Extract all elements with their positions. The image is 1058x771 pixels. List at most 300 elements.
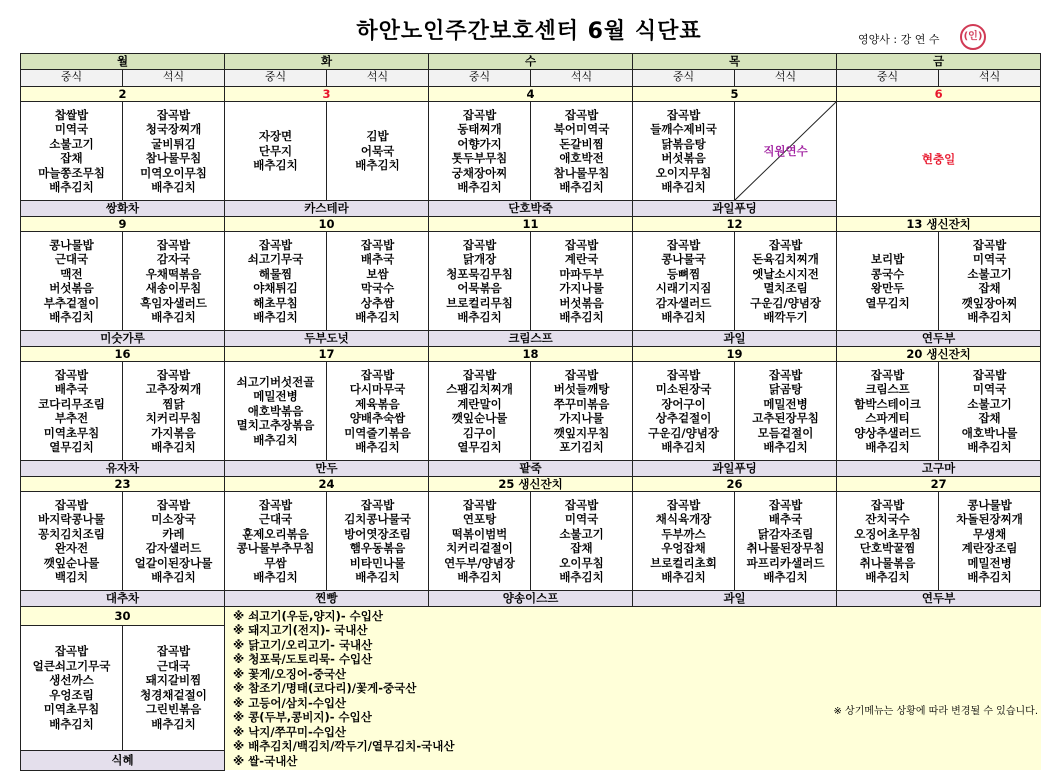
day-fri: 금 xyxy=(837,54,1041,70)
menu-table xyxy=(20,53,1041,771)
menu-item: 상추겉절이 xyxy=(655,411,712,425)
menu-cell xyxy=(531,492,633,591)
menu-item: 잡곡밥 xyxy=(156,367,191,382)
snack-cell: 고구마 xyxy=(837,461,1041,477)
menu-item: 배추김치 xyxy=(253,432,298,447)
food-row xyxy=(21,232,1041,331)
menu-cell xyxy=(327,362,429,461)
menu-item: 미역초무침 xyxy=(43,702,100,717)
menu-item: 미역초무침 xyxy=(43,425,100,440)
menu-item: 배추김치 xyxy=(763,570,808,584)
menu-item: 우엉조림 xyxy=(49,687,94,702)
date-cell: 30 xyxy=(21,606,225,626)
menu-cell xyxy=(327,102,429,201)
menu-item: 잡곡밥 xyxy=(972,367,1007,382)
menu-item: 잡곡밥 xyxy=(462,367,497,382)
menu-item: 궁채장아찌 xyxy=(451,165,508,180)
menu-cell xyxy=(21,492,123,591)
menu-item: 두부까스 xyxy=(661,526,706,541)
menu-cell xyxy=(531,102,633,201)
menu-item: 가지나물 xyxy=(559,281,604,295)
menu-item: 그린빈볶음 xyxy=(145,702,202,717)
menu-item: 연두부/양념장 xyxy=(444,555,515,570)
date-cell: 16 xyxy=(21,346,225,362)
menu-cell xyxy=(837,232,939,331)
menu-item: 단호박꿀찜 xyxy=(859,541,916,555)
menu-item: 배추국 xyxy=(360,252,395,266)
date-cell: 3 xyxy=(225,86,429,102)
date-cell: 6 xyxy=(837,86,1041,102)
date-cell: 27 xyxy=(837,476,1041,492)
menu-item: 깻잎지무침 xyxy=(553,425,610,440)
menu-item: 배추김치 xyxy=(151,570,196,584)
menu-item: 잡곡밥 xyxy=(360,367,395,382)
menu-item: 왕만두 xyxy=(870,281,905,295)
menu-cell xyxy=(633,362,735,461)
date-cell: 13 생신잔치 xyxy=(837,216,1041,232)
lunch-label: 중식 xyxy=(429,69,531,86)
menu-item: 배추국 xyxy=(54,382,89,396)
menu-cell xyxy=(21,232,123,331)
menu-item: 다시마무국 xyxy=(349,382,406,396)
menu-item: 멸치조림 xyxy=(763,281,808,295)
menu-item: 닭감자조림 xyxy=(757,526,814,541)
menu-item: 구운김/양념장 xyxy=(750,295,821,310)
menu-item: 콩나물밥 xyxy=(967,497,1012,512)
menu-item: 잡곡밥 xyxy=(564,237,599,252)
menu-cell xyxy=(531,362,633,461)
menu-item: 야채튀김 xyxy=(253,281,298,295)
menu-item: 잡곡밥 xyxy=(156,237,191,252)
menu-item: 함박스테이크 xyxy=(854,396,921,411)
menu-item: 잡곡밥 xyxy=(462,107,497,122)
menu-item: 열무김치 xyxy=(865,295,910,310)
menu-item: 소불고기 xyxy=(967,396,1012,411)
menu-item: 잡곡밥 xyxy=(258,237,293,252)
lunch-label: 중식 xyxy=(837,69,939,86)
menu-item: 어묵국 xyxy=(360,143,395,158)
menu-item: 돈갈비찜 xyxy=(559,136,604,151)
menu-item: 훈제오리볶음 xyxy=(242,526,309,541)
menu-item: 고추장찌개 xyxy=(145,382,202,396)
day-mon: 월 xyxy=(21,54,225,70)
menu-item: 배추김치 xyxy=(355,570,400,584)
snack-cell: 단호박죽 xyxy=(429,201,633,217)
menu-item: 채식육개장 xyxy=(655,512,712,526)
menu-item: 쇠고기무국 xyxy=(247,252,304,266)
origin-notes xyxy=(225,606,1041,770)
menu-item: 포기김치 xyxy=(559,440,604,454)
menu-item: 햄우동볶음 xyxy=(349,541,406,555)
meal-type-row xyxy=(21,69,1041,86)
menu-item: 카레 xyxy=(162,526,185,541)
menu-item: 생선까스 xyxy=(49,673,94,688)
menu-item: 배추김치 xyxy=(49,180,94,194)
menu-item: 비타민나물 xyxy=(349,555,406,570)
snack-cell: 만두 xyxy=(225,461,429,477)
menu-cell xyxy=(123,362,225,461)
menu-item: 어묵볶음 xyxy=(457,281,502,295)
menu-item: 코다리무조림 xyxy=(38,396,105,411)
menu-item: 치커리무침 xyxy=(145,411,202,425)
menu-item: 근대국 xyxy=(54,252,89,266)
menu-item: 잡곡밥 xyxy=(768,367,803,382)
menu-item: 배추김치 xyxy=(661,310,706,324)
menu-item: 계란장조림 xyxy=(961,541,1018,555)
menu-item: 맥전 xyxy=(60,266,83,281)
snack-cell: 유자차 xyxy=(21,461,225,477)
menu-item: 얼갈이된장나물 xyxy=(134,555,213,570)
menu-item: 배깍두기 xyxy=(763,310,808,324)
menu-cell xyxy=(633,102,735,201)
menu-item: 잡곡밥 xyxy=(564,107,599,122)
menu-item: 배추김치 xyxy=(151,716,196,731)
origin-note: ※ 닭고기/오리고기- 국내산 xyxy=(233,637,373,652)
menu-item: 파프리카샐러드 xyxy=(746,555,825,570)
menu-item: 떡볶이범벅 xyxy=(451,526,508,541)
origin-note: ※ 낙지/쭈꾸미-수입산 xyxy=(233,724,347,739)
menu-item: 배추김치 xyxy=(865,440,910,454)
menu-item: 잡곡밥 xyxy=(462,497,497,512)
menu-item: 굴비튀김 xyxy=(151,136,196,151)
menu-item: 배추김치 xyxy=(49,716,94,731)
menu-item: 버섯들깨탕 xyxy=(553,382,610,396)
menu-item: 닭곰탕 xyxy=(768,382,803,396)
menu-item: 배추김치 xyxy=(661,180,706,194)
menu-item: 미역국 xyxy=(564,512,599,526)
menu-item: 멸치고추장볶음 xyxy=(236,418,315,433)
menu-item: 배추김치 xyxy=(49,310,94,324)
menu-item: 완자전 xyxy=(54,541,89,555)
menu-item: 잡곡밥 xyxy=(870,367,905,382)
date-cell: 11 xyxy=(429,216,633,232)
menu-item: 크림스프 xyxy=(865,382,910,396)
menu-item: 얼큰쇠고기무국 xyxy=(32,658,111,673)
menu-item: 잡곡밥 xyxy=(258,497,293,512)
snack-cell: 양송이스프 xyxy=(429,591,633,607)
menu-item: 돼지갈비찜 xyxy=(145,673,202,688)
date-cell: 4 xyxy=(429,86,633,102)
snack-cell: 연두부 xyxy=(837,331,1041,347)
date-cell: 5 xyxy=(633,86,837,102)
menu-item: 버섯볶음 xyxy=(661,151,706,165)
menu-item: 상추쌈 xyxy=(360,295,395,310)
menu-item: 청포묵김무침 xyxy=(446,266,513,281)
menu-item: 메밀전병 xyxy=(967,555,1012,570)
date-cell: 12 xyxy=(633,216,837,232)
menu-item: 스파게티 xyxy=(865,411,910,425)
menu-item: 메밀전병 xyxy=(763,396,808,411)
menu-item: 오징어초무침 xyxy=(854,526,921,541)
menu-cell xyxy=(429,362,531,461)
menu-item: 깻잎장아찌 xyxy=(961,295,1018,310)
staff-training-cell xyxy=(735,102,837,201)
menu-cell xyxy=(735,232,837,331)
menu-item: 배추김치 xyxy=(355,310,400,324)
menu-item: 해초무침 xyxy=(253,295,298,310)
origin-note: ※ 돼지고기(전지)- 국내산 xyxy=(233,623,368,637)
menu-item: 시래기지짐 xyxy=(655,281,712,295)
origin-note: ※ 꽃게/오징어-중국산 xyxy=(233,666,347,681)
menu-item: 방어엿장조림 xyxy=(344,526,411,541)
menu-item: 참나물무침 xyxy=(553,165,610,180)
menu-item: 배추김치 xyxy=(967,310,1012,324)
date-row xyxy=(21,476,1041,492)
menu-cell xyxy=(939,362,1041,461)
menu-cell xyxy=(429,492,531,591)
menu-item: 애호박볶음 xyxy=(247,403,304,418)
menu-item: 근대국 xyxy=(258,512,293,526)
menu-item: 보리밥 xyxy=(870,252,905,266)
menu-item: 흑임자샐러드 xyxy=(140,295,207,310)
snack-cell: 과일푸딩 xyxy=(633,201,837,217)
date-row xyxy=(21,346,1041,362)
menu-item: 차돌된장찌개 xyxy=(956,512,1023,526)
menu-item: 브로컬리무침 xyxy=(446,295,513,310)
menu-item: 배추김치 xyxy=(559,180,604,194)
menu-item: 잡곡밥 xyxy=(666,497,701,512)
seal-stamp: (인) xyxy=(960,24,986,50)
menu-cell xyxy=(837,492,939,591)
menu-item: 구운김/양념장 xyxy=(648,425,719,440)
menu-cell xyxy=(123,232,225,331)
menu-item: 취나물된장무침 xyxy=(746,541,825,555)
date-cell: 24 xyxy=(225,476,429,492)
menu-item: 김밥 xyxy=(366,129,389,144)
menu-item: 잔치국수 xyxy=(865,512,910,526)
menu-item: 콩나물국 xyxy=(661,252,706,266)
dinner-label: 석식 xyxy=(939,69,1041,86)
menu-cell xyxy=(735,362,837,461)
holiday-cell: 현충일 xyxy=(837,102,1041,217)
menu-cell xyxy=(123,492,225,591)
menu-item: 메밀전병 xyxy=(253,389,298,404)
footer-note: ※ 상기메뉴는 상황에 따라 변경될 수 있습니다. xyxy=(833,706,1038,717)
menu-item: 김치콩나물국 xyxy=(344,512,411,526)
menu-item: 배추김치 xyxy=(457,310,502,324)
menu-item: 꽁치김치조림 xyxy=(38,526,105,541)
menu-cell xyxy=(21,362,123,461)
snack-cell: 과일푸딩 xyxy=(633,461,837,477)
menu-item: 해물찜 xyxy=(258,266,293,281)
menu-item: 미역국 xyxy=(972,382,1007,396)
date-row xyxy=(21,216,1041,232)
menu-item: 애호박전 xyxy=(559,151,604,165)
menu-cell xyxy=(531,232,633,331)
menu-item: 배추김치 xyxy=(355,158,400,173)
menu-item: 버섯볶음 xyxy=(49,281,94,295)
menu-item: 들깨수제비국 xyxy=(650,122,717,136)
snack-row xyxy=(21,591,1041,607)
menu-cell xyxy=(939,492,1041,591)
menu-cell xyxy=(225,492,327,591)
dinner-label: 석식 xyxy=(327,69,429,86)
menu-item: 잡곡밥 xyxy=(54,644,89,659)
menu-item: 참나물무침 xyxy=(145,151,202,165)
menu-item: 마파두부 xyxy=(559,266,604,281)
menu-item: 잡곡밥 xyxy=(768,497,803,512)
menu-item: 잡채 xyxy=(570,541,593,555)
origin-note: ※ 고등어/삼치-수입산 xyxy=(233,695,347,710)
menu-item: 가지볶음 xyxy=(151,425,196,440)
menu-item: 미소장국 xyxy=(151,512,196,526)
menu-item: 브로컬리초회 xyxy=(650,555,717,570)
menu-item: 찜닭 xyxy=(162,396,185,411)
menu-item: 배추김치 xyxy=(559,310,604,324)
snack-row xyxy=(21,331,1041,347)
menu-item: 백김치 xyxy=(54,570,89,584)
menu-item: 잡곡밥 xyxy=(564,367,599,382)
menu-item: 배추김치 xyxy=(253,310,298,324)
day-header-row xyxy=(21,54,1041,70)
menu-item: 근대국 xyxy=(156,658,191,673)
snack-cell: 쌍화차 xyxy=(21,201,225,217)
menu-item: 열무김치 xyxy=(457,440,502,454)
date-cell: 18 xyxy=(429,346,633,362)
menu-item: 배추김치 xyxy=(967,440,1012,454)
menu-item: 배추김치 xyxy=(151,180,196,194)
menu-item: 미역오이무침 xyxy=(140,165,207,180)
menu-item: 장어구이 xyxy=(661,396,706,411)
menu-item: 톳두부무침 xyxy=(451,151,508,165)
menu-item: 콩나물부추무침 xyxy=(236,541,315,555)
menu-item: 배추김치 xyxy=(457,570,502,584)
menu-cell xyxy=(327,232,429,331)
menu-item: 바지락콩나물 xyxy=(38,512,105,526)
date-cell: 23 xyxy=(21,476,225,492)
date-cell: 19 xyxy=(633,346,837,362)
date-row xyxy=(21,86,1041,102)
menu-item: 고추된장무침 xyxy=(752,411,819,425)
menu-item: 배추김치 xyxy=(151,310,196,324)
menu-item: 등뼈찜 xyxy=(666,266,701,281)
menu-item: 북어미역국 xyxy=(553,122,610,136)
menu-item: 오이무침 xyxy=(559,555,604,570)
menu-item: 단무지 xyxy=(258,143,293,158)
menu-item: 돈육김치찌개 xyxy=(752,252,819,266)
menu-item: 잡곡밥 xyxy=(54,497,89,512)
menu-item: 열무김치 xyxy=(49,440,94,454)
menu-item: 버섯볶음 xyxy=(559,295,604,310)
menu-item: 가지나물 xyxy=(559,411,604,425)
menu-cell xyxy=(633,232,735,331)
menu-cell xyxy=(429,232,531,331)
menu-item: 잡곡밥 xyxy=(156,497,191,512)
origin-note: ※ 쌀-국내산 xyxy=(233,753,298,768)
day-thu: 목 xyxy=(633,54,837,70)
dinner-label: 석식 xyxy=(531,69,633,86)
menu-item: 배추김치 xyxy=(559,570,604,584)
menu-item: 닭개장 xyxy=(462,252,497,266)
menu-item: 청국장찌개 xyxy=(145,122,202,136)
menu-item: 쭈꾸미볶음 xyxy=(553,396,610,411)
menu-item: 잡곡밥 xyxy=(54,367,89,382)
menu-item: 잡채 xyxy=(978,411,1001,425)
lunch-label: 중식 xyxy=(225,69,327,86)
snack-cell: 대추차 xyxy=(21,591,225,607)
menu-item: 잡채 xyxy=(978,281,1001,295)
menu-item: 배추김치 xyxy=(151,440,196,454)
menu-item: 오이지무침 xyxy=(655,165,712,180)
menu-item: 미소된장국 xyxy=(655,382,712,396)
origin-note: ※ 청포묵/도토리묵- 수입산 xyxy=(233,652,373,666)
menu-item: 닭볶음탕 xyxy=(661,136,706,151)
nutritionist-label: 영양사 : 강 연 수 xyxy=(858,33,940,46)
menu-item: 미역국 xyxy=(54,122,89,136)
menu-cell xyxy=(837,362,939,461)
menu-item: 동태찌개 xyxy=(457,122,502,136)
menu-item: 김구이 xyxy=(462,425,497,440)
menu-item: 쇠고기버섯전골 xyxy=(236,374,315,389)
snack-cell: 크림스프 xyxy=(429,331,633,347)
menu-item: 치커리겉절이 xyxy=(446,541,513,555)
menu-item: 깻잎순나물 xyxy=(43,555,100,570)
menu-item: 청경채겉절이 xyxy=(140,687,207,702)
menu-item: 감자국 xyxy=(156,252,191,266)
menu-cell xyxy=(123,102,225,201)
menu-item: 새송이무침 xyxy=(145,281,202,295)
menu-item: 깻잎순나물 xyxy=(451,411,508,425)
menu-item: 막국수 xyxy=(360,281,395,295)
menu-item: 우엉잡채 xyxy=(661,541,706,555)
menu-item: 잡곡밥 xyxy=(360,237,395,252)
snack-cell: 두부도넛 xyxy=(225,331,429,347)
menu-item: 배추김치 xyxy=(253,570,298,584)
snack-row xyxy=(21,461,1041,477)
menu-item: 잡곡밥 xyxy=(462,237,497,252)
menu-item: 무생채 xyxy=(972,526,1007,541)
menu-item: 소불고기 xyxy=(559,526,604,541)
menu-item: 배추김치 xyxy=(763,440,808,454)
menu-item: 감자샐러드 xyxy=(145,541,202,555)
menu-item: 잡곡밥 xyxy=(360,497,395,512)
menu-item: 미역국 xyxy=(972,252,1007,266)
menu-item: 제육볶음 xyxy=(355,396,400,411)
snack-cell: 과일 xyxy=(633,591,837,607)
menu-item: 잡곡밥 xyxy=(666,237,701,252)
dinner-label: 석식 xyxy=(735,69,837,86)
menu-item: 잡곡밥 xyxy=(870,497,905,512)
origin-note: ※ 쇠고기(우둔,양지)- 수입산 xyxy=(233,608,383,623)
menu-item: 배추김치 xyxy=(865,570,910,584)
menu-item: 잡곡밥 xyxy=(666,367,701,382)
snack-cell: 식혜 xyxy=(21,750,225,770)
menu-item: 부추전 xyxy=(54,411,89,425)
menu-item: 소불고기 xyxy=(49,136,94,151)
dinner-label: 석식 xyxy=(123,69,225,86)
lunch-label: 중식 xyxy=(633,69,735,86)
menu-cell xyxy=(327,492,429,591)
menu-item: 찹쌀밥 xyxy=(54,107,89,122)
date-cell: 26 xyxy=(633,476,837,492)
staff-training-label: 직원연수 xyxy=(763,143,808,158)
menu-item: 양배추숙쌈 xyxy=(349,411,406,425)
menu-item: 잡채 xyxy=(60,151,83,165)
page-title: 하안노인주간보호센터 6월 식단표 xyxy=(356,19,702,44)
menu-cell xyxy=(429,102,531,201)
date-cell: 10 xyxy=(225,216,429,232)
menu-item: 콩국수 xyxy=(870,266,905,281)
menu-item: 무쌈 xyxy=(264,555,287,570)
date-cell: 9 xyxy=(21,216,225,232)
origin-note: ※ 콩(두부,콩비지)- 수입산 xyxy=(233,710,372,724)
menu-item: 양상추샐러드 xyxy=(854,425,921,440)
snack-cell: 팥죽 xyxy=(429,461,633,477)
menu-cell xyxy=(225,102,327,201)
lunch-label: 중식 xyxy=(21,69,123,86)
menu-item: 어향가지 xyxy=(457,136,502,151)
snack-cell: 카스테라 xyxy=(225,201,429,217)
